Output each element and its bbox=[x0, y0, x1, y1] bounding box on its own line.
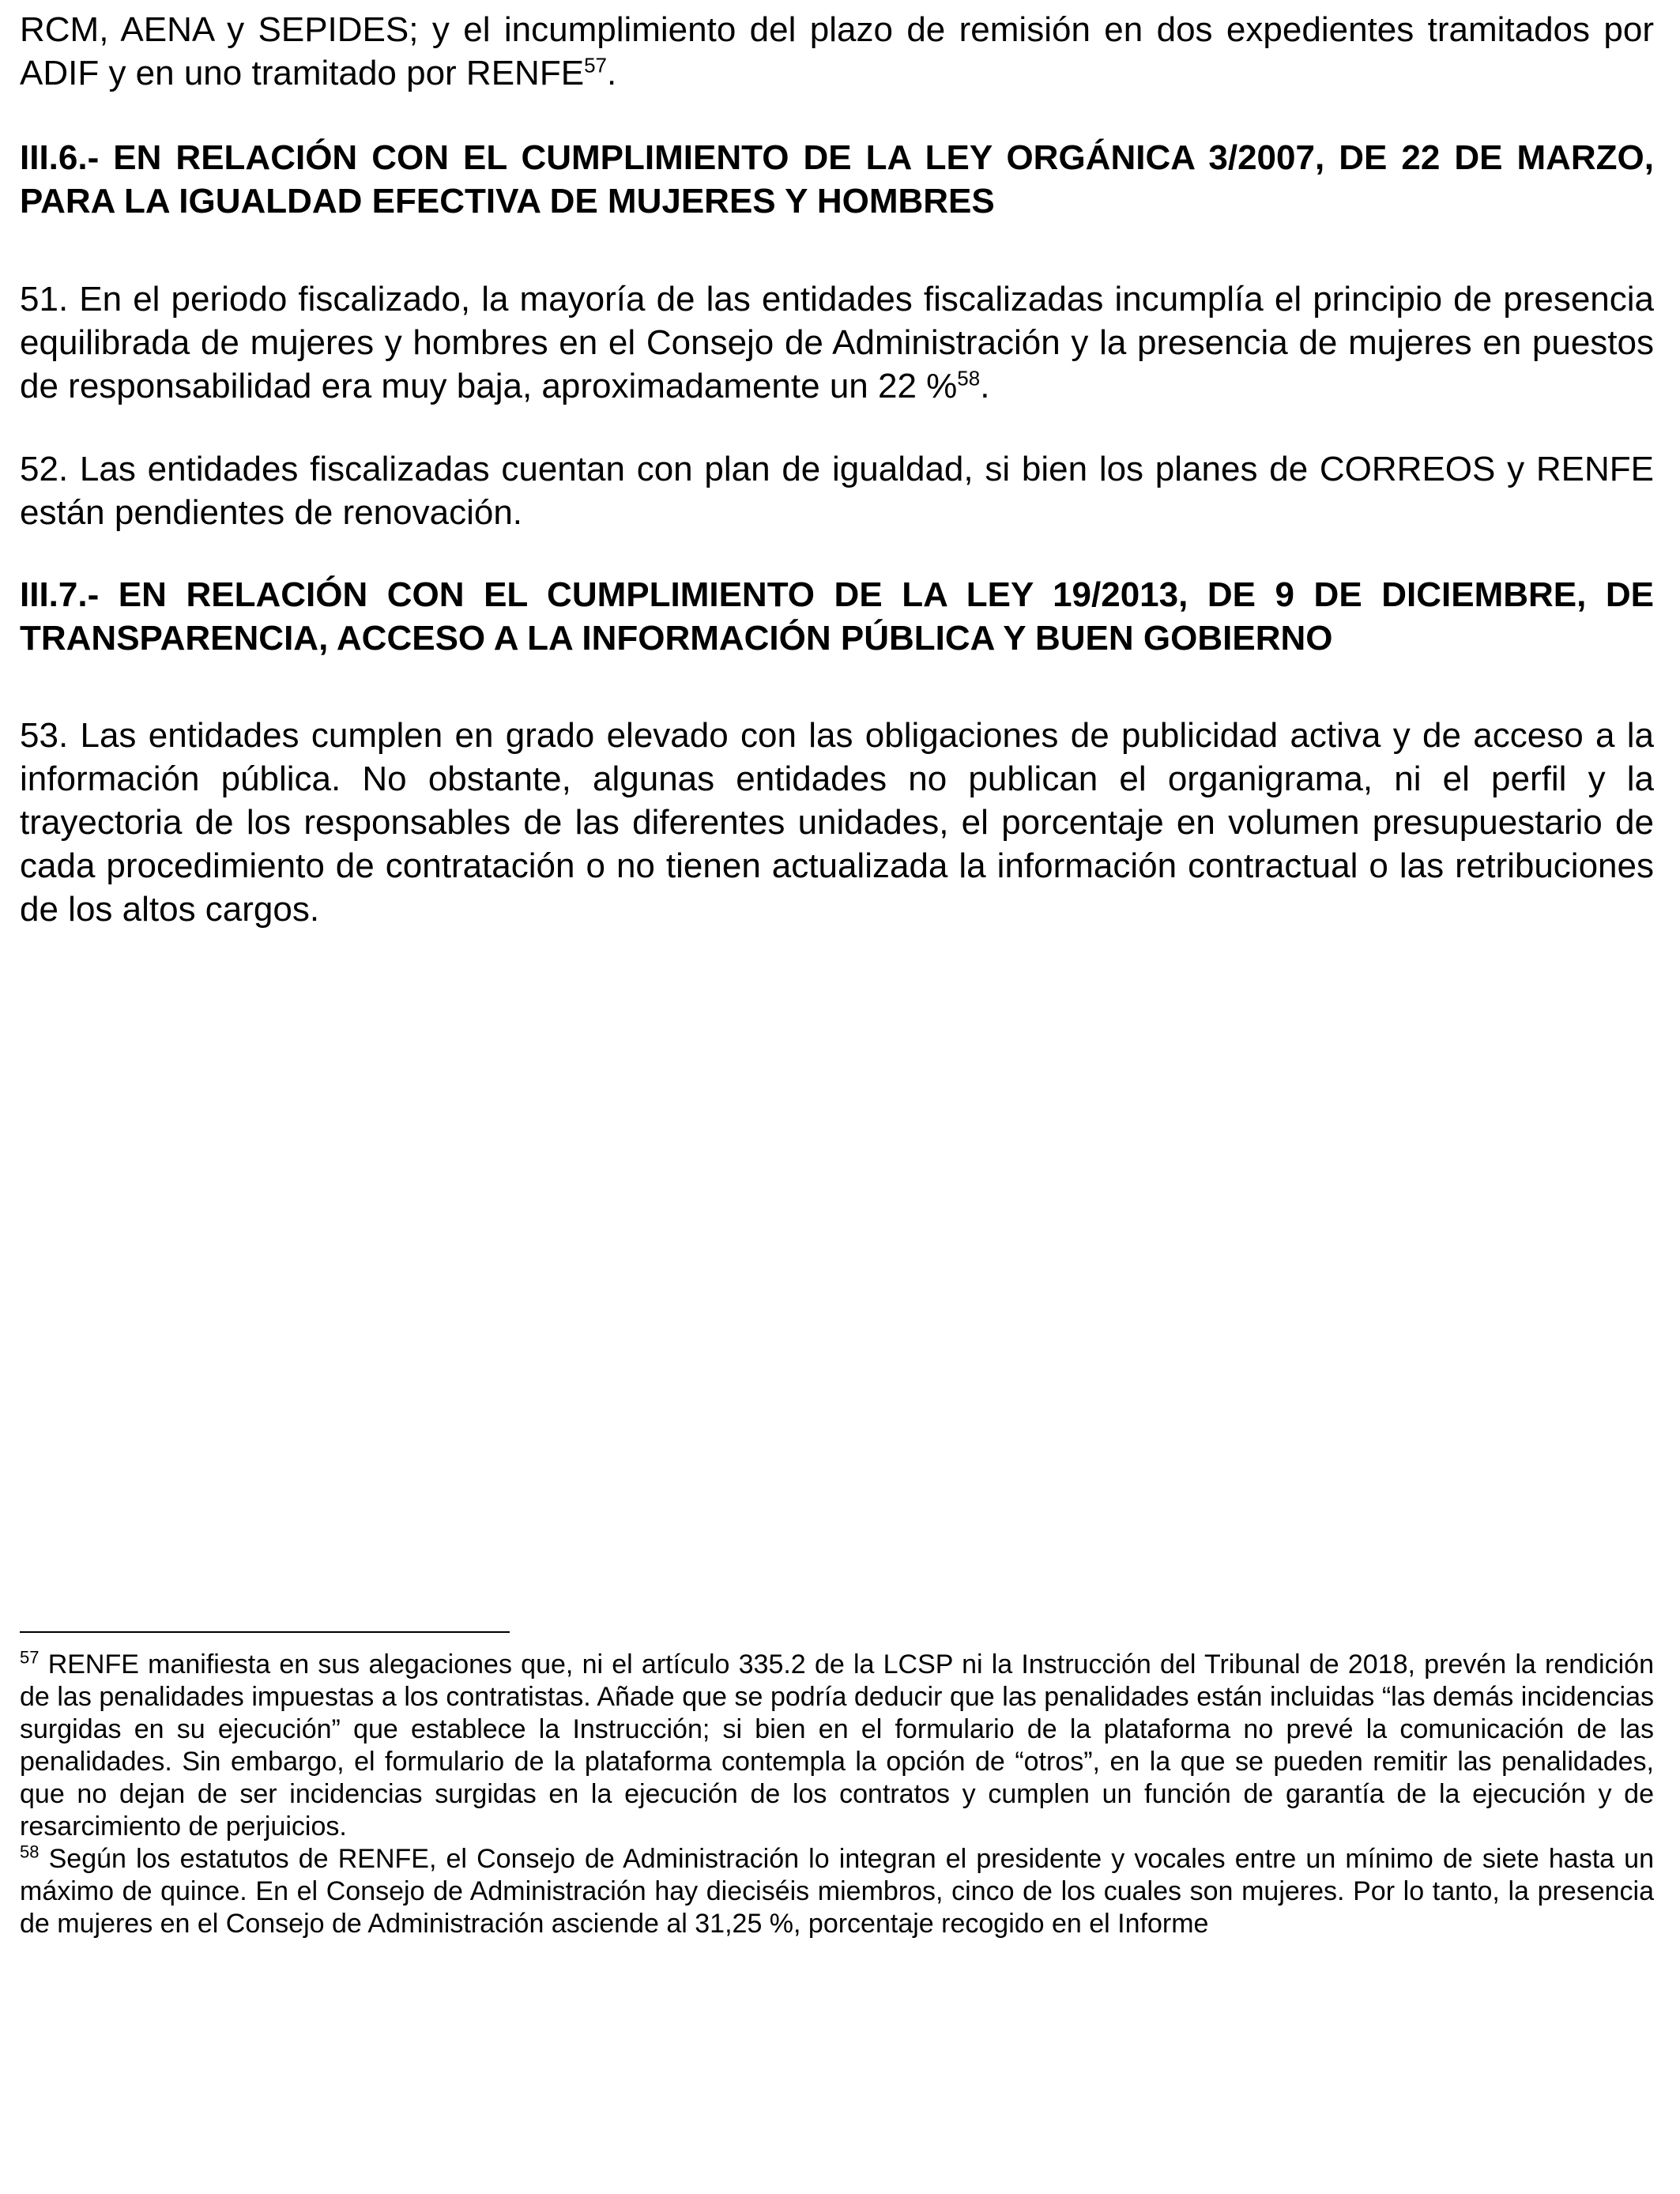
paragraph-53-text: 53. Las entidades cumplen en grado elevado con las obligaciones de publicidad activa y de acceso a la información pública. No obstante, algunas entidades no publican el organigrama, ni el perfil y la trayectoria de los responsables de las diferentes unidades, el porcentaje en volumen presupuestario de cada procedimiento de contratación o no tienen actualizada la información contractual o las retribuciones de los altos cargos. bbox=[20, 716, 1654, 929]
paragraph-52 bbox=[20, 447, 1654, 534]
footnote-ref-58[interactable]: 58 bbox=[957, 366, 981, 390]
paragraph-51-text bbox=[20, 277, 1654, 408]
heading-iii7-text: III.7.- EN RELACIÓN CON EL CUMPLIMIENTO DE LA LEY 19/2013, DE 9 DE DICIEMBRE, DE TRANSPARENCIA, ACCESO A LA INFORMACIÓN PÚBLICA Y BUEN GOBIERNO bbox=[20, 575, 1654, 658]
paragraph-51-tail: . bbox=[980, 367, 990, 405]
section-heading-iii6 bbox=[20, 136, 1654, 223]
paragraph-51 bbox=[20, 277, 1654, 408]
document-page bbox=[20, 0, 1654, 2194]
footnote-57 bbox=[20, 1649, 1654, 1843]
footnote-57-number: 57 bbox=[20, 1647, 40, 1668]
footnote-57-text: RENFE manifiesta en sus alegaciones que, ni el artículo 335.2 de la LCSP ni la Instrucción del Tribunal de 2018, prevén la rendición de las penalidades impuestas a los contratistas. Añade que se podría deducir que las penalidades están incluidas “las demás incidencias surgidas en su ejecución” que establece la Instrucción; si bien en el formulario de la plataforma no prevé la comunicación de las penalidades. Sin embargo, el formulario de la plataforma contempla la opción de “otros”, en la que se pueden remitir las penalidades, que no dejan de ser incidencias surgidas en la ejecución de los contratos y cumplen un función de garantía de la ejecución y de resarcimiento de perjuicios. bbox=[20, 1649, 1654, 1842]
heading-iii6-text: III.6.- EN RELACIÓN CON EL CUMPLIMIENTO DE LA LEY ORGÁNICA 3/2007, DE 22 DE MARZO, PARA LA IGUALDAD EFECTIVA DE MUJERES Y HOMBRES bbox=[20, 138, 1654, 221]
footnote-58-number: 58 bbox=[20, 1842, 40, 1862]
continuation-paragraph bbox=[20, 8, 1654, 95]
footnote-ref-57[interactable]: 57 bbox=[584, 53, 607, 77]
continuation-body: RCM, AENA y SEPIDES; y el incumplimiento del plazo de remisión en dos expedientes tramitados por ADIF y en uno tramitado por RENFE bbox=[20, 10, 1654, 92]
paragraph-52-text: 52. Las entidades fiscalizadas cuentan con plan de igualdad, si bien los planes de CORREOS y RENFE están pendientes de renovación. bbox=[20, 450, 1654, 532]
footnotes bbox=[20, 1649, 1654, 1940]
footnote-58 bbox=[20, 1843, 1654, 1940]
section-heading-iii7 bbox=[20, 573, 1654, 660]
footnote-58-text: Según los estatutos de RENFE, el Consejo de Administración lo integran el presidente y vocales entre un mínimo de siete hasta un máximo de quince. En el Consejo de Administración hay dieciséis miembros, cinco de los cuales son mujeres. Por lo tanto, la presencia de mujeres en el Consejo de Administración asciende al 31,25 %, porcentaje recogido en el Informe bbox=[20, 1844, 1654, 1939]
paragraph-53 bbox=[20, 714, 1654, 931]
footnote-separator bbox=[20, 1631, 510, 1633]
continuation-tail: . bbox=[606, 54, 617, 92]
continuation-text bbox=[20, 8, 1654, 95]
paragraph-51-body: 51. En el periodo fiscalizado, la mayoría de las entidades fiscalizadas incumplía el principio de presencia equilibrada de mujeres y hombres en el Consejo de Administración y la presencia de mujeres en puestos de responsabilidad era muy baja, aproximadamente un 22 % bbox=[20, 280, 1654, 405]
